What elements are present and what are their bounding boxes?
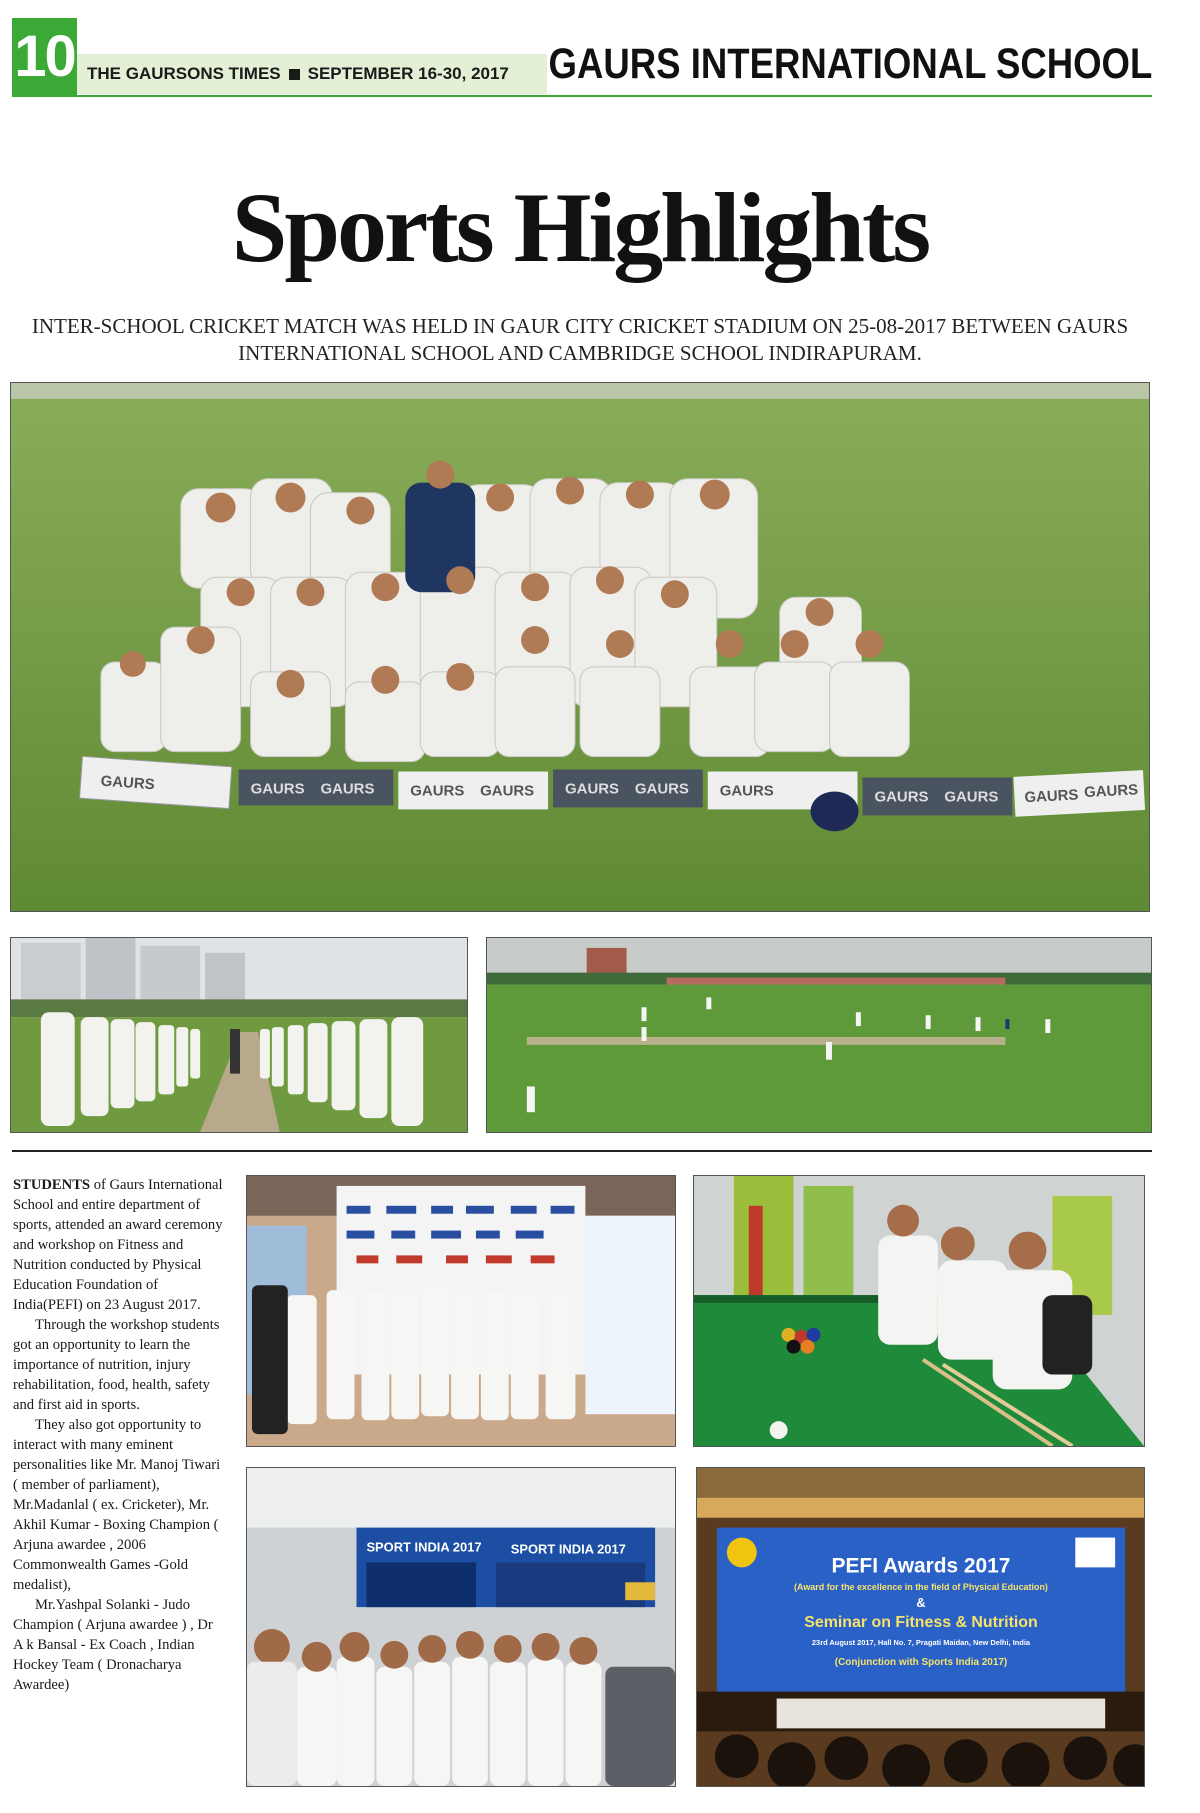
publication-name: THE GAURSONS TIMES <box>87 64 281 83</box>
article-lead: STUDENTS <box>13 1177 91 1193</box>
banner-text: GAURS <box>944 788 999 806</box>
pefi-banner-title: PEFI Awards 2017 <box>831 1554 1011 1578</box>
pefi-banner-conjunction: (Conjunction with Sports India 2017) <box>834 1656 1008 1668</box>
article-paragraph: Mr.Yashpal Solanki - Judo Champion ( Arjuna awardee ) , Dr A k Bansal - Ex Coach , Indian Hockey Team ( Dronacharya Awardee) <box>13 1597 213 1693</box>
banner-text: GAURS <box>719 782 774 800</box>
section-divider <box>12 1150 1152 1152</box>
banner-text: GAURS <box>874 788 929 806</box>
page-number: 10 <box>12 18 77 96</box>
article-text: of Gaurs International School and entire department of sports, attended an award ceremony and workshop on Fitness and Nutrition conducted by Physical Education Foundation of India(PEFI) on 23 August 2017. <box>13 1177 223 1313</box>
pefi-group-photo <box>246 1175 676 1447</box>
pefi-banner-seminar: Seminar on Fitness & Nutrition <box>804 1614 1038 1631</box>
sport-india-group-photo <box>246 1467 676 1787</box>
banner-text: GAURS <box>410 782 465 800</box>
lineup-photo <box>10 937 468 1133</box>
banner-text: GAURS <box>1024 786 1079 807</box>
article-paragraph: They also got opportunity to interact with many eminent personalities like Mr. Manoj Tiwari ( member of parliament), Mr.Madanlal ( ex. Cricketer), Mr. Akhil Kumar - Boxing Champion ( Arjuna awardee , 2006 Commonwealth Games -Gold medalist), <box>13 1417 221 1593</box>
page-title: Sports Highlights <box>231 172 929 283</box>
masthead-strip <box>77 54 547 94</box>
match-photo <box>486 937 1152 1133</box>
banner-text: GAURS <box>634 780 689 798</box>
pefi-banner-subtitle: (Award for the excellence in the field of Physical Education) <box>794 1582 1048 1593</box>
pefi-banner-date: 23rd August 2017, Hall No. 7, Pragati Maidan, New Delhi, India <box>811 1637 1031 1647</box>
separator-square-icon <box>289 69 300 80</box>
header-rule <box>12 95 1152 97</box>
article-body <box>13 1175 223 1695</box>
banner-text: GAURS <box>480 782 535 800</box>
school-name: GAURS INTERNATIONAL SCHOOL <box>548 40 1152 88</box>
pefi-stage-photo <box>696 1467 1145 1787</box>
billiards-photo <box>693 1175 1145 1447</box>
issue-date: SEPTEMBER 16-30, 2017 <box>307 64 509 83</box>
team-photo <box>10 382 1150 912</box>
banner-text: GAURS <box>250 780 305 798</box>
banner-text: GAURS <box>100 772 156 794</box>
banner-text: GAURS <box>320 780 375 798</box>
page-subtitle: INTER-SCHOOL CRICKET MATCH WAS HELD IN GAUR CITY CRICKET STADIUM ON 25-08-2017 BETWEEN GAURS INTERNATIONAL SCHOOL AND CAMBRIDGE SCHOOL INDIRAPURAM. <box>31 314 1129 365</box>
article-paragraph: Through the workshop students got an opportunity to learn the importance of nutrition, injury rehabilitation, food, health, safety and first aid in sports. <box>13 1317 220 1413</box>
banner-text: GAURS <box>565 780 620 798</box>
pefi-banner-amp: & <box>916 1595 926 1611</box>
sport-india-banner-text: SPORT INDIA 2017 <box>366 1539 482 1555</box>
banner-text: GAURS <box>1083 781 1139 802</box>
article-paragraph <box>13 1175 223 1315</box>
sport-india-banner-text: SPORT INDIA 2017 <box>510 1541 626 1557</box>
